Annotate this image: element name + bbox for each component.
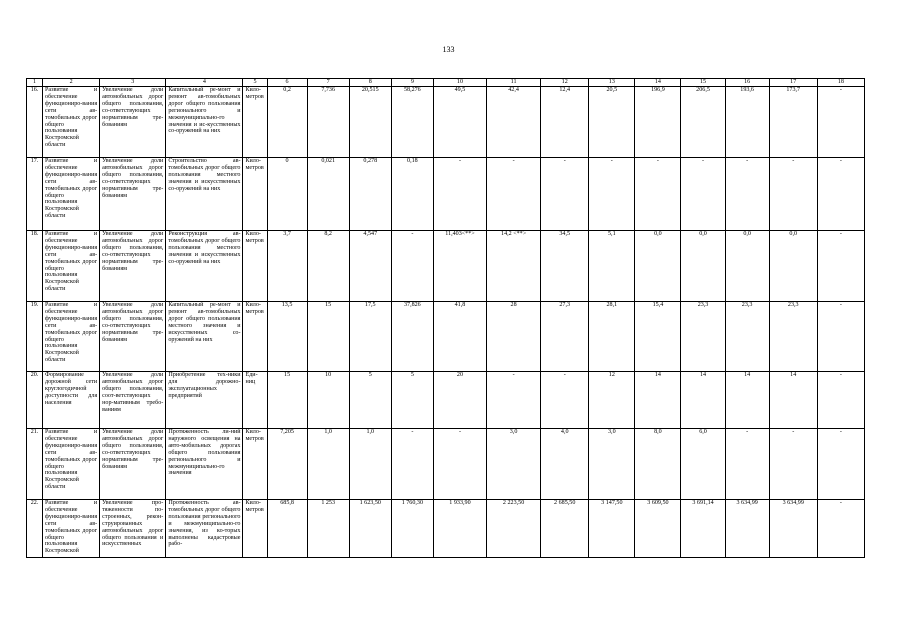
value-cell: 12 xyxy=(589,372,635,429)
direction-cell: Развитие и обеспечение функциониро-вания сети ав-томобильных дорог общего пользования Костромской области xyxy=(43,302,100,372)
value-cell: 17,5 xyxy=(349,302,391,372)
value-cell: 6,0 xyxy=(681,429,725,500)
value-cell: 1,0 xyxy=(307,429,349,500)
value-cell: - xyxy=(391,429,433,500)
value-cell: 7,736 xyxy=(307,87,349,158)
value-cell: 10 xyxy=(307,372,349,429)
value-cell: 0 xyxy=(267,158,307,231)
value-cell: 0,0 xyxy=(681,231,725,302)
row-number: 22. xyxy=(27,500,43,558)
value-cell: 8,0 xyxy=(635,429,681,500)
column-header: 11 xyxy=(487,79,541,87)
row-number: 16. xyxy=(27,87,43,158)
value-cell: 2 223,50 xyxy=(487,500,541,558)
direction-cell: Развитие и обеспечение функциониро-вания сети ав-томобильных дорог общего пользования Костромской области xyxy=(43,87,100,158)
column-header: 4 xyxy=(166,79,243,87)
column-header: 9 xyxy=(391,79,433,87)
value-cell: 42,4 xyxy=(487,87,541,158)
unit-cell: Кило-метров xyxy=(243,231,267,302)
value-cell: 5 xyxy=(391,372,433,429)
column-header: 13 xyxy=(589,79,635,87)
value-cell: 15,4 xyxy=(635,302,681,372)
column-header: 10 xyxy=(433,79,486,87)
value-cell: - xyxy=(817,231,864,302)
value-cell: - xyxy=(433,429,486,500)
value-cell: - xyxy=(817,500,864,558)
indicator-cell: Протяженность ли-ний наружного освещения на авто-мобильных дорогах общего пользования регионального и межмуниципально-го значения xyxy=(166,429,243,500)
value-cell: 4,0 xyxy=(541,429,589,500)
value-cell: 3 691,14 xyxy=(681,500,725,558)
direction-cell: Развитие и обеспечение функциониро-вания сети ав-томобильных дорог общего пользования Костромской области xyxy=(43,231,100,302)
value-cell: - xyxy=(817,87,864,158)
value-cell: 23,3 xyxy=(681,302,725,372)
value-cell: 13,5 xyxy=(267,302,307,372)
value-cell: 11,403<**> xyxy=(433,231,486,302)
target-cell: Увеличение доли автомобильных дорог общего пользования, со-ответствующих нормативным тре-бованиям xyxy=(100,158,166,231)
column-header: 3 xyxy=(100,79,166,87)
indicator-cell: Капитальный ре-монт и ремонт ав-томобильных дорог общего пользования регионального и межмуниципально-го значения и иc-кусственных со-оружений на них xyxy=(166,87,243,158)
value-cell: - xyxy=(487,158,541,231)
value-cell: 3,7 xyxy=(267,231,307,302)
direction-cell: Развитие и обеспечение функциониро-вания сети ав-томобильных дорог общего пользования Костромской области xyxy=(43,429,100,500)
value-cell: 193,6 xyxy=(725,87,769,158)
value-cell: 1 253 xyxy=(307,500,349,558)
row-number: 21. xyxy=(27,429,43,500)
indicator-cell: Строительство ав-томобильных дорог общего пользования местного значения и искусственных со-оружений на них xyxy=(166,158,243,231)
indicator-cell: Протяженность ав-томобильных дорог общего пользования регионального и межмуниципально-го значения, из ко-торых выполнены кадастровые рабо- xyxy=(166,500,243,558)
target-cell: Увеличение доли автомобильных дорог общего пользования, со-ответствующих нормативным тре-бованиям xyxy=(100,429,166,500)
indicator-cell: Приобретение тех-ники для дорожно-эксплуатационных предприятий xyxy=(166,372,243,429)
value-cell: - xyxy=(725,429,769,500)
value-cell: 8,2 xyxy=(307,231,349,302)
value-cell: 14 xyxy=(725,372,769,429)
value-cell: 14 xyxy=(635,372,681,429)
value-cell: 58,276 xyxy=(391,87,433,158)
value-cell: 2 685,50 xyxy=(541,500,589,558)
value-cell: 49,5 xyxy=(433,87,486,158)
value-cell: 3 634,99 xyxy=(725,500,769,558)
value-cell: 23,3 xyxy=(725,302,769,372)
value-cell: 37,826 xyxy=(391,302,433,372)
value-cell: 0,0 xyxy=(769,231,817,302)
value-cell: - xyxy=(769,158,817,231)
target-cell: Увеличение про-тяженности по-строенных, рекон-струированных автомобильных дорог общего пользования и искусственных xyxy=(100,500,166,558)
value-cell: 3 634,99 xyxy=(769,500,817,558)
target-cell: Увеличение доли автомобильных дорог общего пользования, соот-ветствующих нор-мативным требо-ваниям xyxy=(100,372,166,429)
column-header: 8 xyxy=(349,79,391,87)
value-cell: 1,0 xyxy=(349,429,391,500)
table-row xyxy=(27,500,865,558)
value-cell: 196,9 xyxy=(635,87,681,158)
column-header: 17 xyxy=(769,79,817,87)
column-header: 2 xyxy=(43,79,100,87)
column-header: 7 xyxy=(307,79,349,87)
unit-cell: Кило-метров xyxy=(243,429,267,500)
value-cell: 28 xyxy=(487,302,541,372)
value-cell: 41,8 xyxy=(433,302,486,372)
value-cell: 5,1 xyxy=(589,231,635,302)
value-cell: 12,4 xyxy=(541,87,589,158)
page-number: 133 xyxy=(442,45,455,54)
value-cell: - xyxy=(725,158,769,231)
value-cell: - xyxy=(433,158,486,231)
value-cell: 685,8 xyxy=(267,500,307,558)
value-cell: 28,1 xyxy=(589,302,635,372)
value-cell: 15 xyxy=(307,302,349,372)
direction-cell: Развитие и обеспечение функциониро-вания сети ав-томобильных дорог общего пользования Костромской xyxy=(43,500,100,558)
target-cell: Увеличение доли автомобильных дорог общего пользования, со-ответствующих нормативным тре-бованиям xyxy=(100,87,166,158)
value-cell: 20,515 xyxy=(349,87,391,158)
column-header: 16 xyxy=(725,79,769,87)
value-cell: 173,7 xyxy=(769,87,817,158)
indicator-cell: Капитальный ре-монт и ремонт ав-томобильных дорог общего пользования местного значения и искусственных со-оружений на них xyxy=(166,302,243,372)
value-cell: - xyxy=(769,429,817,500)
column-header: 1 xyxy=(27,79,43,87)
value-cell: 23,3 xyxy=(769,302,817,372)
value-cell: 0,0 xyxy=(635,231,681,302)
value-cell: 7,205 xyxy=(267,429,307,500)
column-header: 12 xyxy=(541,79,589,87)
target-cell: Увеличение доли автомобильных дорог общего пользования, со-ответствующих нормативным тре-бованиям xyxy=(100,231,166,302)
value-cell: 3,0 xyxy=(487,429,541,500)
value-cell: 0,18 xyxy=(391,158,433,231)
value-cell: - xyxy=(589,158,635,231)
table-row xyxy=(27,231,865,302)
value-cell: 4,547 xyxy=(349,231,391,302)
unit-cell: Еди-ниц xyxy=(243,372,267,429)
table-row xyxy=(27,302,865,372)
value-cell: 0,2 xyxy=(267,87,307,158)
direction-cell: Развитие и обеспечение функциониро-вания сети ав-томобильных дорог общего пользования Костромской области xyxy=(43,158,100,231)
value-cell: 1 760,30 xyxy=(391,500,433,558)
value-cell: - xyxy=(817,158,864,231)
indicators-table xyxy=(26,78,865,558)
value-cell: 206,5 xyxy=(681,87,725,158)
unit-cell: Кило-метров xyxy=(243,87,267,158)
column-header: 5 xyxy=(243,79,267,87)
table-row xyxy=(27,158,865,231)
value-cell: 3 609,50 xyxy=(635,500,681,558)
value-cell: 27,3 xyxy=(541,302,589,372)
value-cell: 1 933,90 xyxy=(433,500,486,558)
row-number: 17. xyxy=(27,158,43,231)
value-cell: 0,021 xyxy=(307,158,349,231)
value-cell: 14 xyxy=(681,372,725,429)
row-number: 18. xyxy=(27,231,43,302)
value-cell: 34,5 xyxy=(541,231,589,302)
row-number: 20. xyxy=(27,372,43,429)
indicator-cell: Реконструкция ав-томобильных дорог общего пользования местного значения и искусственных со-оружений на них xyxy=(166,231,243,302)
value-cell: - xyxy=(817,302,864,372)
table-row xyxy=(27,372,865,429)
header-row xyxy=(27,79,865,87)
value-cell: - xyxy=(487,372,541,429)
table-body xyxy=(27,87,865,558)
value-cell: - xyxy=(635,158,681,231)
column-header: 6 xyxy=(267,79,307,87)
value-cell: 15 xyxy=(267,372,307,429)
value-cell: - xyxy=(681,158,725,231)
value-cell: 1 623,50 xyxy=(349,500,391,558)
value-cell: 14 xyxy=(769,372,817,429)
table-row xyxy=(27,429,865,500)
unit-cell: Кило-метров xyxy=(243,158,267,231)
unit-cell: Кило-метров xyxy=(243,302,267,372)
direction-cell: Формирование дорожной сети круглогодичной доступности для населения xyxy=(43,372,100,429)
value-cell: 3,0 xyxy=(589,429,635,500)
target-cell: Увеличение доли автомобильных дорог общего пользования, со-ответствующих нормативным тре-бованиям xyxy=(100,302,166,372)
value-cell: 0,0 xyxy=(725,231,769,302)
value-cell: 0,278 xyxy=(349,158,391,231)
table-row xyxy=(27,87,865,158)
column-header: 15 xyxy=(681,79,725,87)
value-cell: - xyxy=(541,372,589,429)
column-header: 18 xyxy=(817,79,864,87)
value-cell: - xyxy=(817,372,864,429)
value-cell: 20 xyxy=(433,372,486,429)
value-cell: - xyxy=(817,429,864,500)
value-cell: 20,5 xyxy=(589,87,635,158)
value-cell: 14,2 <**> xyxy=(487,231,541,302)
row-number: 19. xyxy=(27,302,43,372)
value-cell: 5 xyxy=(349,372,391,429)
value-cell: - xyxy=(541,158,589,231)
unit-cell: Кило-метров xyxy=(243,500,267,558)
value-cell: 3 147,50 xyxy=(589,500,635,558)
column-header: 14 xyxy=(635,79,681,87)
value-cell: - xyxy=(391,231,433,302)
